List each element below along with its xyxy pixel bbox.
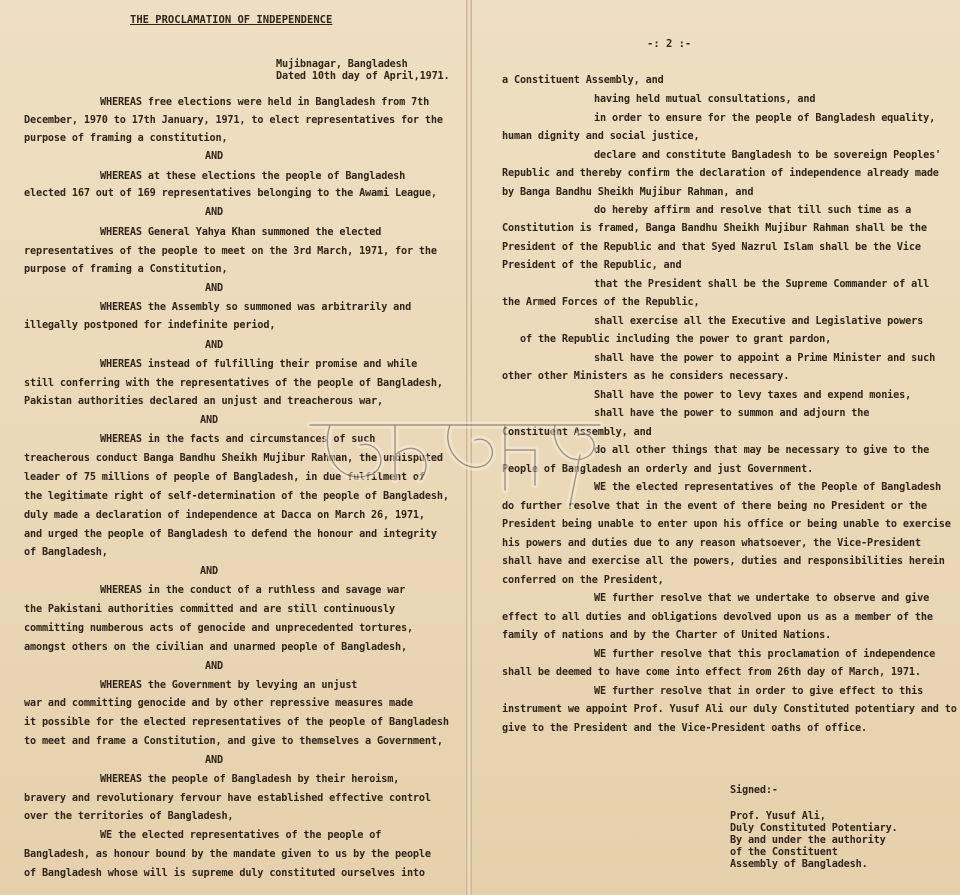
text-line: representatives of the people to meet on the 3rd March, 1971, for the	[24, 246, 437, 257]
text-line: WHEREAS free elections were held in Bangladesh from 7th	[100, 97, 430, 108]
text-line: Republic and thereby confirm the declaration of independence already made	[502, 168, 939, 179]
text-line: shall have the power to summon and adjourn the	[594, 408, 870, 419]
signatory-line: of the Constituent	[730, 847, 838, 858]
text-line: WHEREAS in the facts and circumstances of such	[100, 434, 376, 445]
page-number: -: 2 :-	[647, 38, 692, 50]
text-line: instrument we appoint Prof. Yusuf Ali our duly Constituted potentiary and to	[502, 704, 957, 715]
text-line: to meet and frame a Constitution, and give to themselves a Government,	[24, 736, 443, 747]
and-line: AND	[205, 283, 223, 294]
text-line: of Bangladesh,	[24, 547, 108, 558]
text-line: do further resolve that in the event of there being no President or the	[502, 501, 927, 512]
place-line: Mujibnagar, Bangladesh	[276, 59, 408, 70]
left-page	[0, 0, 466, 895]
text-line: of Bangladesh whose will is supreme duly constituted ourselves into	[24, 868, 425, 879]
signatory-name: Prof. Yusuf Ali,	[730, 811, 826, 822]
and-line: AND	[205, 755, 223, 766]
text-line: shall be deemed to have come into effect from 26th day of March, 1971.	[502, 667, 921, 678]
and-line: AND	[205, 207, 223, 218]
text-line: leader of 75 millions of people of Bangladesh, in due fulfilment of	[24, 472, 425, 483]
text-line: December, 1970 to 17th January, 1971, to elect representatives for the	[24, 115, 443, 126]
text-line: war and committing genocide and by other repressive measures made	[24, 698, 413, 709]
text-line: the Pakistani authorities committed and are still continuously	[24, 604, 395, 615]
text-line: committing numberous acts of genocide and unprecedented tortures,	[24, 623, 413, 634]
text-line: treacherous conduct Banga Bandhu Sheikh Mujibur Rahman, the undisputed	[24, 453, 443, 464]
text-line: President of the Republic, and	[502, 260, 682, 271]
text-line: conferred on the President,	[502, 575, 664, 586]
text-line: effect to all duties and obligations devolved upon us as a member of the	[502, 612, 933, 623]
text-line: WHEREAS in the conduct of a ruthless and savage war	[100, 585, 406, 596]
text-line: the Armed Forces of the Republic,	[502, 297, 700, 308]
text-line: human dignity and social justice,	[502, 131, 700, 142]
and-line: AND	[205, 151, 223, 162]
signatory-role: Duly Constituted Potentiary.	[730, 823, 898, 834]
text-line: do hereby affirm and resolve that till such time as a	[594, 205, 912, 216]
right-page	[472, 0, 960, 895]
text-line: WHEREAS at these elections the people of Bangladesh	[100, 171, 406, 182]
document-title: THE PROCLAMATION OF INDEPENDENCE	[130, 14, 333, 26]
text-line: still conferring with the representatives of the people of Bangladesh,	[24, 378, 443, 389]
text-line: elected 167 out of 169 representatives belonging to the Awami League,	[24, 188, 437, 199]
text-line: purpose of framing a constitution,	[24, 133, 228, 144]
text-line: WHEREAS the people of Bangladesh by their heroism,	[100, 774, 400, 785]
date-line: Dated 10th day of April,1971.	[276, 71, 450, 82]
text-line: President of the Republic and that Syed Nazrul Islam shall be the Vice	[502, 242, 921, 253]
text-line: People of Bangladesh an orderly and just Government.	[502, 464, 814, 475]
text-line: WHEREAS the Assembly so summoned was arbitrarily and	[100, 302, 412, 313]
signatory-line: Assembly of Bangladesh.	[730, 859, 868, 870]
text-line: WHEREAS General Yahya Khan summoned the elected	[100, 227, 382, 238]
text-line: WHEREAS instead of fulfilling their promise and while	[100, 359, 418, 370]
and-line: AND	[205, 661, 223, 672]
and-line: AND	[200, 566, 218, 577]
text-line: give to the President and the Vice-President oaths of office.	[502, 723, 867, 734]
text-line: purpose of framing a Constitution,	[24, 264, 228, 275]
text-line: by Banga Bandhu Sheikh Mujibur Rahman, and	[502, 187, 754, 198]
text-line: WE further resolve that in order to give effect to this	[594, 686, 924, 697]
signatory-line: By and under the authority	[730, 835, 886, 846]
text-line: other other Ministers as he considers necessary.	[502, 371, 790, 382]
text-line: WE the elected representatives of the people of	[100, 830, 382, 841]
signed-label: Signed:-	[730, 785, 778, 796]
text-line: shall have and exercise all the powers, duties and responsibilities herein	[502, 556, 945, 567]
text-line: duly made a declaration of independence at Dacca on March 26, 1971,	[24, 510, 425, 521]
text-line: the legitimate right of self-determination of the people of Bangladesh,	[24, 491, 449, 502]
text-line: in order to ensure for the people of Bangladesh equality,	[594, 113, 936, 124]
text-line: his powers and duties due to any reason whatsoever, the Vice-President	[502, 538, 921, 549]
text-line: Pakistan authorities declared an unjust and treacherous war,	[24, 396, 384, 407]
text-line: WHEREAS the Government by levying an unjust	[100, 680, 358, 691]
text-line: and urged the people of Bangladesh to defend the honour and integrity	[24, 529, 437, 540]
text-line: shall exercise all the Executive and Legislative powers	[594, 316, 924, 327]
text-line: WE the elected representatives of the People of Bangladesh	[594, 482, 942, 493]
text-line: declare and constitute Bangladesh to be sovereign Peoples'	[594, 150, 942, 161]
text-line: Shall have the power to levy taxes and expend monies,	[594, 390, 912, 401]
text-line: family of nations and by the Charter of United Nations.	[502, 630, 832, 641]
text-line: amongst others on the civilian and unarmed people of Bangladesh,	[24, 642, 407, 653]
text-line: WE further resolve that we undertake to observe and give	[594, 593, 930, 604]
text-line: of the Republic including the power to grant pardon,	[520, 334, 832, 345]
text-line: that the President shall be the Supreme Commander of all	[594, 279, 930, 290]
text-line: it possible for the elected representatives of the people of Bangladesh	[24, 717, 449, 728]
and-line: AND	[200, 415, 218, 426]
text-line: President being unable to enter upon his office or being unable to exercise	[502, 519, 951, 530]
text-line: having held mutual consultations, and	[594, 94, 816, 105]
text-line: Constitution is framed, Banga Bandhu Sheikh Mujibur Rahman shall be the	[502, 223, 927, 234]
text-line: Constituent Assembly, and	[502, 427, 652, 438]
text-line: illegally postponed for indefinite period,	[24, 320, 276, 331]
text-line: do all other things that may be necessary to give to the	[594, 445, 930, 456]
text-line: a Constituent Assembly, and	[502, 75, 664, 86]
text-line: over the territories of Bangladesh,	[24, 811, 234, 822]
text-line: WE further resolve that this proclamation of independence	[594, 649, 936, 660]
text-line: shall have the power to appoint a Prime Minister and such	[594, 353, 936, 364]
and-line: AND	[205, 340, 223, 351]
text-line: bravery and revolutionary fervour have established effective control	[24, 793, 431, 804]
text-line: Bangladesh, as honour bound by the mandate given to us by the people	[24, 849, 431, 860]
